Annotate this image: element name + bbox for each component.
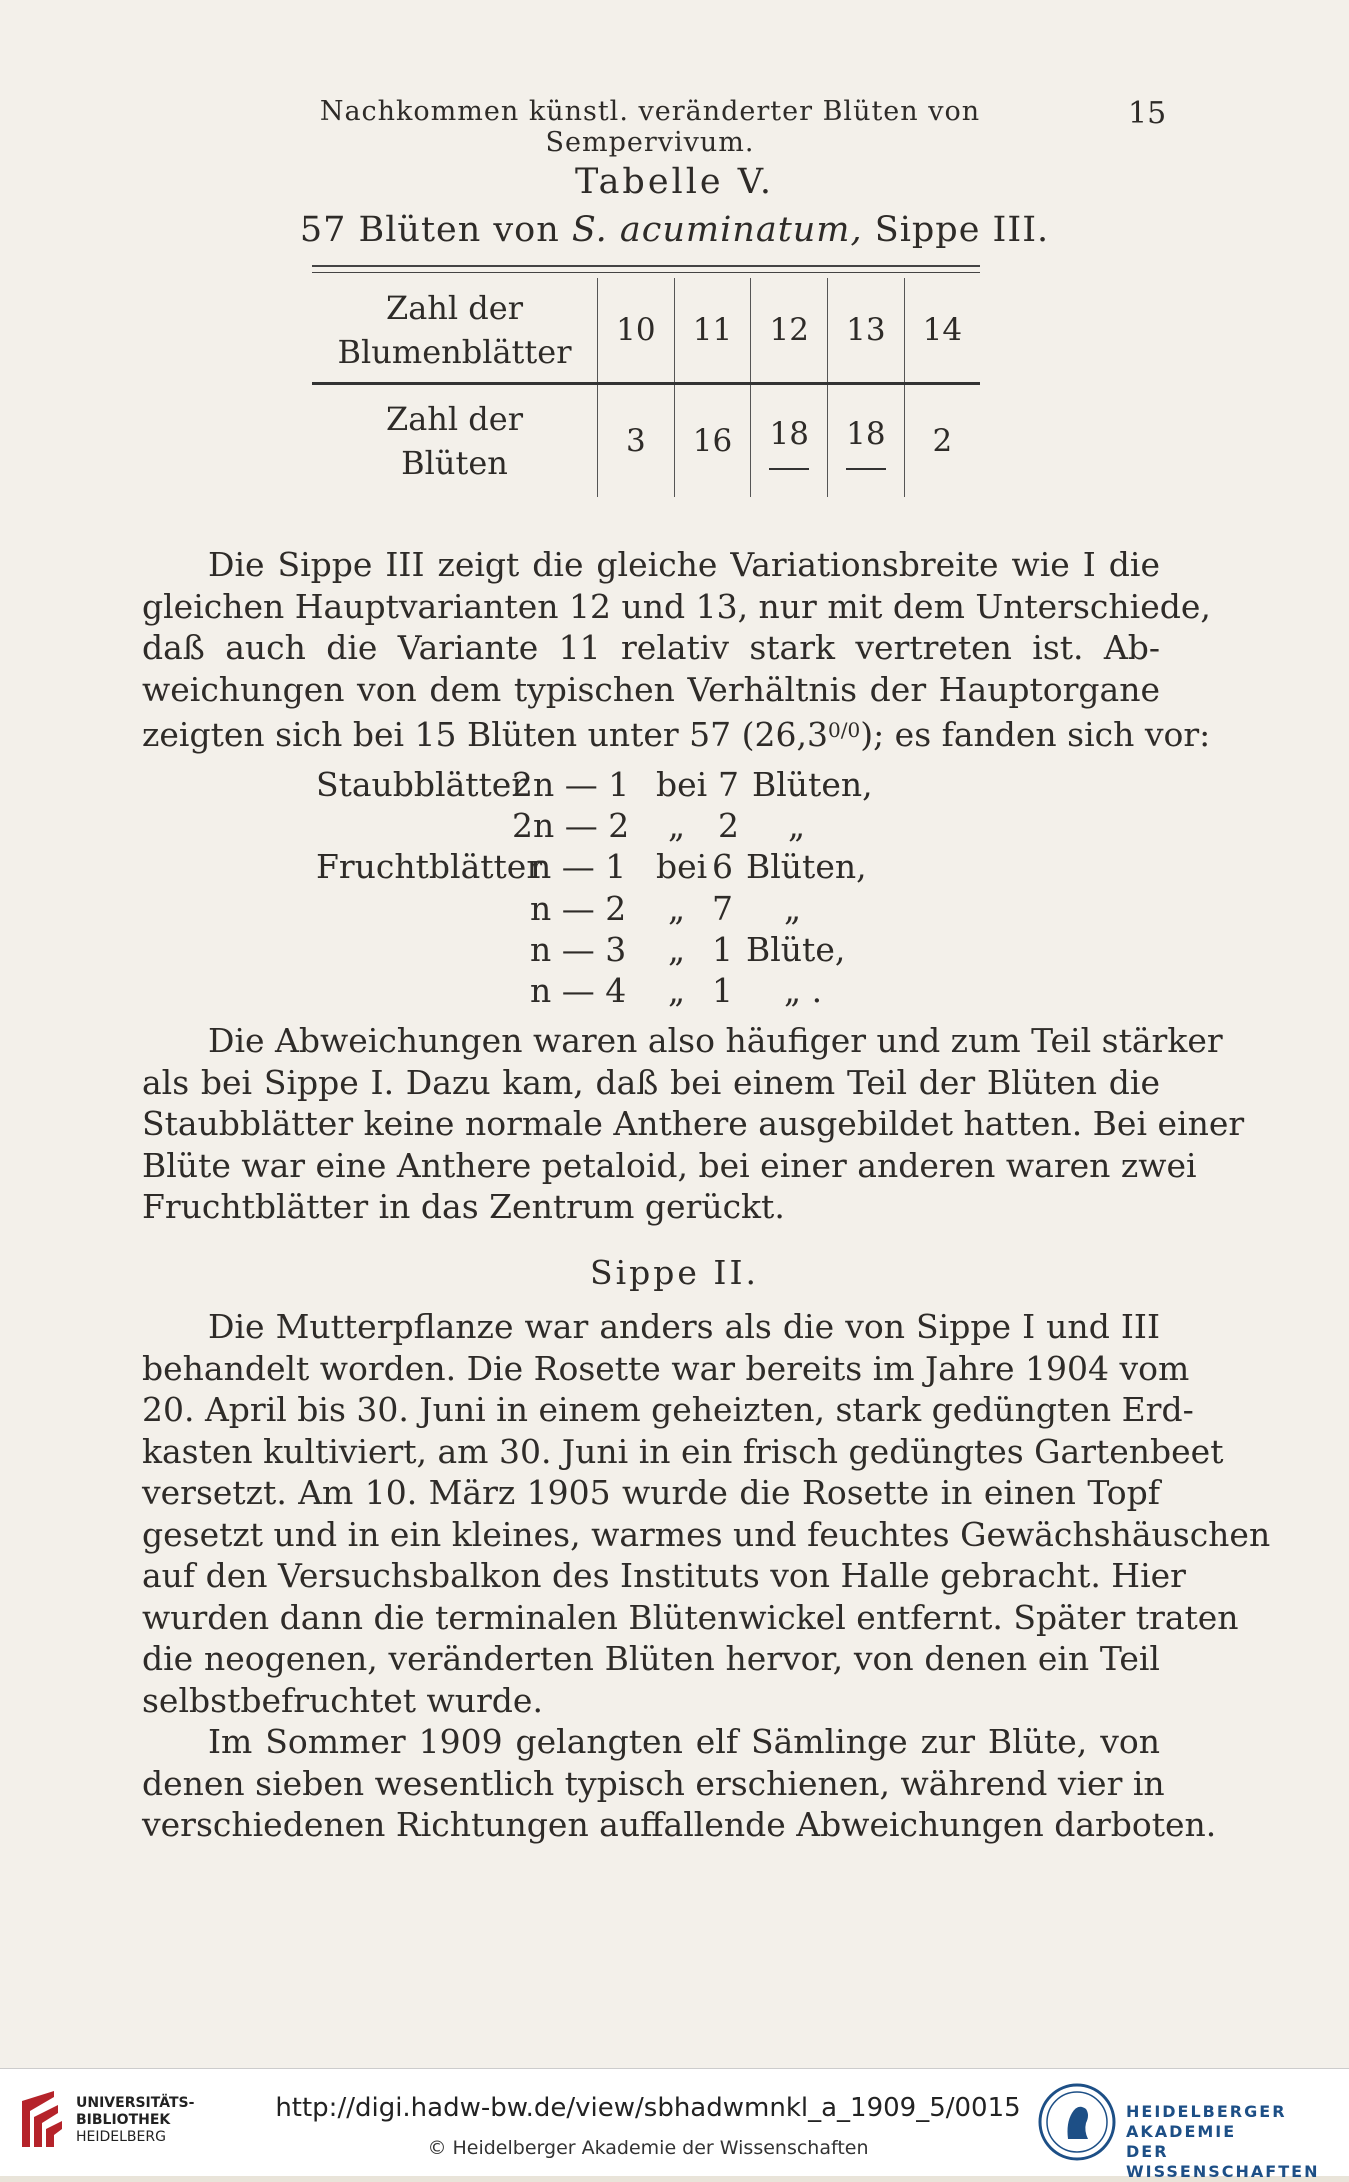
table-subtitle-post: Sippe III. [862, 210, 1050, 250]
table-cell: 14 [904, 278, 980, 384]
list-item: 2n — 2 „ 2 „ [512, 806, 806, 845]
page-number: 15 [1128, 96, 1167, 131]
running-head-title: Nachkommen künstl. veränderter Blüten von Sempervivum. [319, 96, 981, 158]
table-top-rule-inner [312, 272, 980, 273]
table-subtitle [0, 210, 1349, 250]
list-item: Staubblätter 2n — 1 bei 7 Blüten, [316, 765, 873, 804]
table-cell: 10 [598, 278, 675, 384]
paragraph-sippe-ii: Die Mutterpflanze war anders als die von Sippe I und III behandelt worden. Die Rosette war bereits im Jahre 1904 vom 20. April bis 30. Juni in einem geheizten, stark gedüngten Erd- kasten kultiviert, am 30. Juni in ein frisch gedüngtes Gartenbeet versetzt. Am 10. März 1905 wurde die Rosette in einen Topf gesetzt und in ein kleines, warmes und feuchtes Gewächshäuschen auf den Versuchsbalkon des Instituts von Halle gebracht. Hier wurden dann die terminalen Blütenwickel entfernt. Später traten die neogenen, veränderten Blüten hervor, von denen ein Teil selbstbefruchtet wurde. [142, 1307, 1271, 1720]
table-subtitle-pre: 57 Blüten von [299, 210, 572, 250]
paragraph-seedlings: Im Sommer 1909 gelangten elf Sämlinge zur Blüte, von denen sieben wesentlich typisch erschienen, während vier in verschiedenen Richtungen auffallende Abweichungen darboten. [142, 1722, 1217, 1844]
academy-name: HEIDELBERGER AKADEMIE DER WISSENSCHAFTEN [1126, 2102, 1320, 2181]
table-cell: 12 [751, 278, 828, 384]
table-cell: 16 [674, 384, 751, 498]
table-cell: 18 [751, 384, 828, 498]
table-cell: 18 [828, 384, 905, 498]
section-heading: Sippe II. [590, 1253, 759, 1292]
table-cell: 3 [598, 384, 675, 498]
table-cell: 11 [674, 278, 751, 384]
running-head [0, 96, 1349, 158]
library-logo-icon [14, 2091, 64, 2153]
table-row-petals [312, 278, 980, 384]
list-item: n — 4 „ 1 „ . [530, 971, 823, 1010]
academy-seal-icon [1038, 2083, 1116, 2161]
row-header-petals: Zahl der Blumenblätter [312, 278, 598, 384]
library-name: UNIVERSITÄTS- BIBLIOTHEK HEIDELBERG [76, 2095, 195, 2145]
copyright-notice: © Heidelberger Akademie der Wissenschaften [427, 2137, 869, 2159]
list-item: n — 2 „ 7 „ [530, 889, 802, 928]
paragraph-last-line: zeigten sich bei 15 Blüten unter 57 $(26,3^{0/0})$; es fanden sich vor: [142, 715, 1211, 754]
list-item: Fruchtblätter n — 1 bei 6 Blüten, [316, 847, 867, 886]
table-cell: 2 [904, 384, 980, 498]
table-cell: 13 [828, 278, 905, 384]
permalink[interactable]: http://digi.hadw-bw.de/view/sbhadwmnkl_a_1909_5/0015 [275, 2093, 1021, 2123]
row-header-flowers: Zahl der Blüten [385, 400, 524, 482]
table-row-flowers [312, 384, 980, 498]
table-subtitle-species: S. acuminatum, [571, 210, 863, 250]
table-caption: Tabelle V. [574, 162, 775, 202]
table-top-rule [312, 265, 980, 267]
paragraph-deviations: Die Abweichungen waren also häufiger und zum Teil stärker als bei Sippe I. Dazu kam, daß bei einem Teil der Blüten die Staubblätter keine normale Anthere ausgebildet hatten. Bei einer Blüte war eine Anthere petaloid, bei einer anderen waren zwei Fruchtblätter in das Zentrum gerückt. [142, 1021, 1245, 1226]
viewer-footer [0, 2068, 1349, 2181]
paragraph-sippe-iii: Die Sippe III zeigt die gleiche Variationsbreite wie I die gleichen Hauptvarianten 12 und 13, nur mit dem Unterschiede, daß auch die Variante 11 relativ stark vertreten ist. Ab- weichungen von dem typischen Verhältnis der Hauptorgane zeigten sich bei 15 Blüten unter 57 $(26,3^{0/0})$; es fanden sich vor: [142, 545, 1211, 754]
list-item: n — 3 „ 1 Blüte, [530, 930, 846, 969]
petal-count-table [312, 278, 980, 497]
